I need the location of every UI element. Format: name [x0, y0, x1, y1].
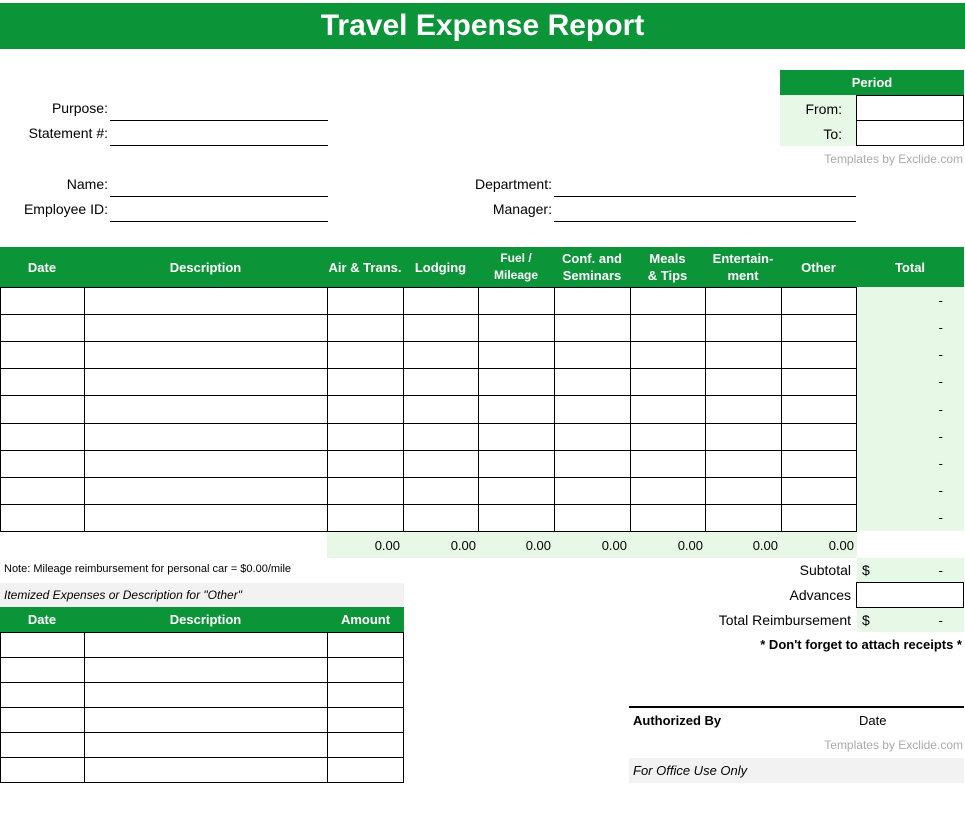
row-total: - [938, 347, 943, 362]
row-total: - [938, 456, 943, 471]
subtotal-value: - [938, 563, 943, 578]
total-reimbursement-currency: $ [862, 612, 870, 628]
statement-label: Statement #: [28, 125, 108, 141]
col-header-air: Air & Trans. [328, 259, 402, 275]
col-header-meals [630, 247, 705, 287]
row-total: - [938, 402, 943, 417]
department-label: Department: [474, 176, 552, 192]
column-total-conf: 0.00 [601, 538, 627, 553]
col-header-fuel-line1: Fuel / [500, 251, 532, 265]
column-total-lodging: 0.00 [450, 538, 476, 553]
column-total-air: 0.00 [374, 538, 400, 553]
total-reimbursement-label: Total Reimbursement [718, 612, 851, 628]
name-label: Name: [66, 176, 108, 192]
period-from-input[interactable] [856, 95, 964, 121]
mileage-note: Note: Mileage reimbursement for personal car = $0.00/mile [4, 563, 292, 575]
employee-id-input[interactable] [110, 201, 328, 222]
column-total-fuel: 0.00 [525, 538, 551, 553]
subtotal-currency: $ [862, 562, 870, 578]
total-reimbursement-value: - [938, 613, 943, 628]
col-header-meals-line1: Meals [649, 251, 686, 266]
column-total-entertainment: 0.00 [752, 538, 778, 553]
period-to-input[interactable] [856, 120, 964, 146]
manager-label: Manager: [492, 201, 552, 217]
itemized-header-date: Date [27, 612, 57, 627]
row-total: - [938, 483, 943, 498]
col-header-total: Total [894, 259, 926, 275]
col-header-other: Other [801, 259, 836, 275]
row-total: - [938, 510, 943, 525]
col-header-entertainment [705, 247, 781, 287]
receipts-reminder: * Don't forget to attach receipts * [760, 637, 962, 652]
purpose-label: Purpose: [51, 100, 108, 116]
col-header-fuel [478, 247, 554, 287]
name-input[interactable] [110, 176, 328, 197]
col-header-ent-line2: ment [727, 268, 759, 283]
authorized-by-label: Authorized By [633, 713, 722, 728]
office-use-box: For Office Use Only [629, 758, 964, 783]
col-header-fuel-line2: Mileage [493, 268, 538, 282]
advances-input[interactable] [856, 582, 964, 608]
statement-input[interactable] [110, 125, 328, 146]
period-heading: Period [780, 70, 964, 95]
itemized-header-description: Description [169, 612, 242, 627]
row-total: - [938, 293, 943, 308]
row-total: - [938, 320, 943, 335]
authorization-top-line [629, 706, 964, 708]
watermark-bottom: Templates by Exclide.com [824, 738, 963, 752]
row-total: - [938, 374, 943, 389]
report-title: Travel Expense Report [0, 3, 965, 49]
advances-label: Advances [789, 587, 851, 603]
column-total-other: 0.00 [828, 538, 854, 553]
watermark-top: Templates by Exclide.com [824, 152, 963, 166]
period-from-label: From: [805, 101, 842, 117]
row-total: - [938, 429, 943, 444]
col-header-conf-line2: Seminars [562, 268, 622, 283]
col-header-meals-line2: & Tips [647, 268, 688, 283]
manager-input[interactable] [554, 201, 856, 222]
department-input[interactable] [554, 176, 856, 197]
itemized-grid [0, 632, 405, 784]
purpose-input[interactable] [110, 100, 328, 121]
itemized-heading: Itemized Expenses or Description for "Other" [0, 583, 404, 607]
authorization-date-label: Date [859, 713, 887, 728]
subtotal-label: Subtotal [799, 562, 851, 578]
expense-grid [0, 287, 858, 532]
col-header-date: Date [27, 259, 57, 275]
col-header-conf-line1: Conf. and [562, 251, 622, 266]
period-to-label: To: [823, 126, 842, 142]
col-header-description: Description [169, 259, 242, 275]
column-total-meals: 0.00 [677, 538, 703, 553]
col-header-lodging: Lodging [414, 259, 467, 275]
col-header-ent-line1: Entertain- [712, 251, 774, 266]
itemized-header-amount: Amount [340, 612, 391, 627]
col-header-conf [554, 247, 630, 287]
employee-id-label: Employee ID: [23, 201, 108, 217]
